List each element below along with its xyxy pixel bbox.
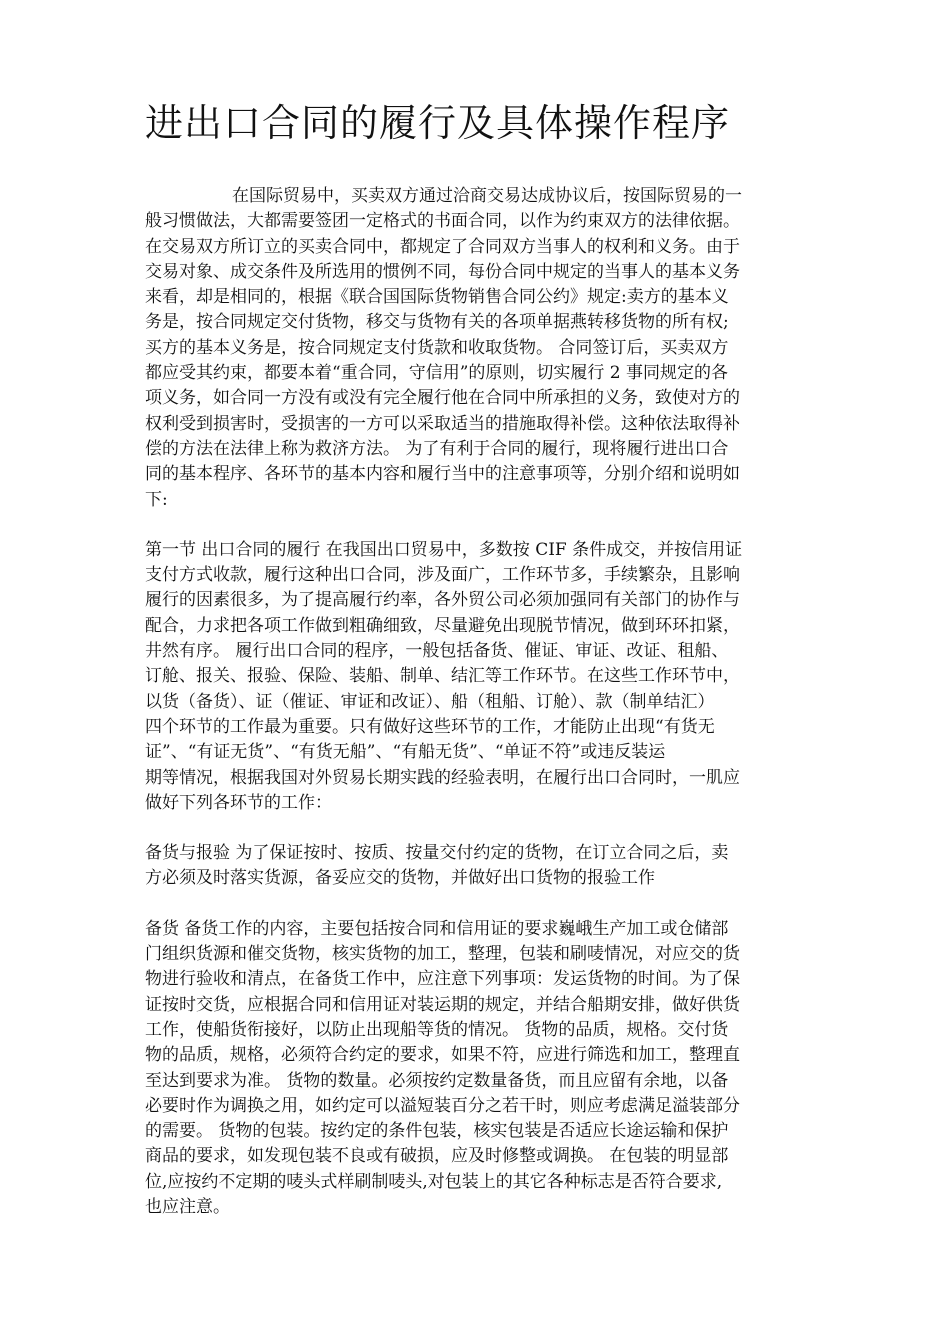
text-line: 权利受到损害时，受损害的一方可以采取适当的措施取得补偿。这种依法取得补 (145, 413, 740, 434)
document-body (145, 184, 810, 1245)
text-line: 位,应按约不定期的唛头式样刷制唛头,对包装上的其它各种标志是否符合要求, (145, 1171, 723, 1192)
paragraph-preparation-inspection (145, 841, 810, 892)
text-line: 交易对象、成交条件及所选用的惯例不同，每份合同中规定的当事人的基本义务 (145, 261, 740, 282)
text-line: 证按时交货，应根据合同和信用证对装运期的规定，并结合船期安排，做好供货 (145, 994, 740, 1015)
text-line: 期等情况，根据我国对外贸易长期实践的经验表明，在履行出口合同时，一肌应 (145, 767, 740, 788)
text-line: 备货 备货工作的内容，主要包括按合同和信用证的要求巍峨生产加工或仓储部 (145, 918, 729, 939)
text-line: 以货（备货）、证（催证、审证和改证）、船（租船、订舱）、款（制单结汇） (145, 691, 715, 712)
text-line: 方必须及时落实货源，备妥应交的货物，并做好出口货物的报验工作 (145, 868, 655, 889)
text-line: 在国际贸易中，买卖双方通过洽商交易达成协议后，按国际贸易的一 (232, 186, 742, 206)
text-line: 井然有序。 履行出口合同的程序，一般包括备货、催证、审证、改证、租船、 (145, 641, 729, 662)
text-line: 买方的基本义务是，按合同规定支付货款和收取货物。 合同签订后，买卖双方 (145, 337, 729, 358)
text-line: 商品的要求，如发现包装不良或有破损，应及时修整或调换。 在包装的明显部 (145, 1146, 729, 1167)
text-line: 工作，使船货衔接好，以防止出现船等货的情况。 货物的品质，规格。交付货 (145, 1019, 729, 1040)
text-line: 配合，力求把各项工作做到粗确细致，尽量避免出现脱节情况，做到环环扣紧， (145, 615, 740, 636)
text-line: 在交易双方所订立的买卖合同中，都规定了合同双方当事人的权利和义务。由于 (145, 236, 740, 257)
paragraph-intro (145, 184, 810, 513)
text-line: 偿的方法在法律上称为救济方法。 为了有利于合同的履行，现将履行进出口合 (145, 438, 729, 459)
text-line: 必要时作为调换之用，如约定可以溢短装百分之若干时，则应考虑满足溢装部分 (145, 1095, 740, 1116)
text-line: 备货与报验 为了保证按时、按质、按量交付约定的货物，在订立合同之后，卖 (145, 843, 729, 864)
text-line: 般习惯做法，大都需要签团一定格式的书面合同，以作为约束双方的法律依据。 (145, 211, 740, 232)
text-line: 第一节 出口合同的履行 在我国出口贸易中，多数按 CIF 条件成交，并按信用证 (145, 539, 743, 560)
text-line: 支付方式收款，履行这种出口合同，涉及面广，工作环节多，手续繁杂，且影响 (145, 565, 740, 586)
text-line: 的需要。 货物的包装。按约定的条件包装，核实包装是否适应长途运输和保护 (145, 1121, 729, 1142)
text-line: 门组织货源和催交货物，核实货物的加工，整理，包装和刷唛情况，对应交的货 (145, 944, 740, 965)
text-line: 务是，按合同规定交付货物，移交与货物有关的各项单据燕转移货物的所有权; (145, 312, 729, 333)
paragraph-section-one (145, 538, 810, 816)
text-line: 也应注意。 (145, 1196, 230, 1217)
text-line: 物的品质，规格，必须符合约定的要求，如果不符，应进行筛选和加工，整理直 (145, 1045, 740, 1066)
text-line: 订舱、报关、报验、保险、装船、制单、结汇等工作环节。在这些工作环节中， (145, 666, 740, 687)
text-line: 证”、“有证无货”、“有货无船”、“有船无货”、“单证不符”或违反装运 (145, 742, 666, 763)
text-line: 履行的因素很多，为了提高履行约率，各外贸公司必须加强同有关部门的协作与 (145, 590, 740, 611)
text-line: 至达到要求为准。 货物的数量。必须按约定数量备货，而且应留有余地，以备 (145, 1070, 729, 1091)
text-line: 做好下列各环节的工作： (145, 792, 332, 813)
paragraph-goods-preparation (145, 917, 810, 1221)
text-line: 来看，却是相同的，根据《联合国国际货物销售合同公约》规定:卖方的基本义 (145, 287, 729, 308)
document-title: 进出口合同的履行及具体操作程序 (145, 101, 731, 145)
text-line: 四个环节的工作最为重要。只有做好这些环节的工作，才能防止出现“有货无 (145, 716, 715, 737)
text-line: 物进行验收和清点，在备货工作中，应注意下列事项：发运货物的时间。为了保 (145, 969, 740, 990)
text-line: 下: (145, 489, 168, 510)
text-line: 项义务，如合同一方没有或没有完全履行他在合同中所承担的义务，致使对方的 (145, 388, 740, 409)
text-line: 都应受其约束，都要本着“重合同，守信用”的原则，切实履行 2 事同规定的各 (145, 363, 729, 384)
text-line: 同的基本程序、各环节的基本内容和履行当中的注意事项等，分别介绍和说明如 (145, 464, 740, 485)
